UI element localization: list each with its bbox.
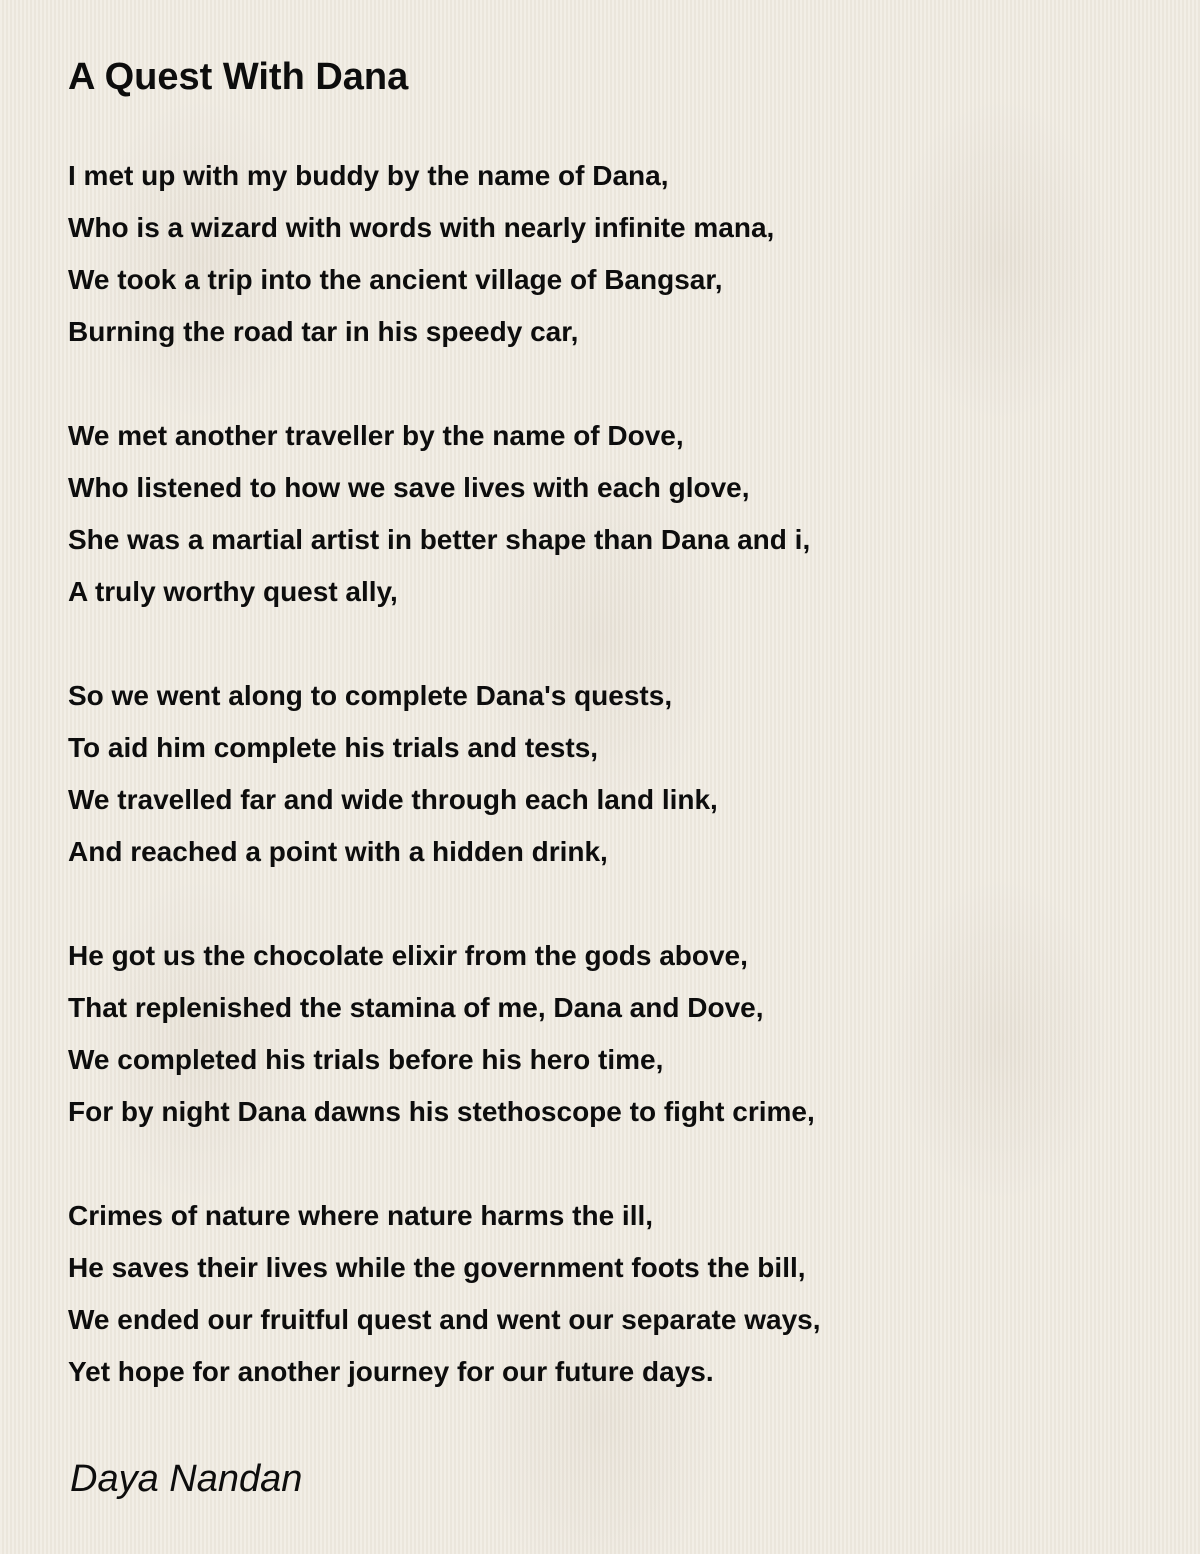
poem-line: We ended our fruitful quest and went our separate ways, [68,1304,821,1335]
poem-line: For by night Dana dawns his stethoscope to fight crime, [68,1096,815,1127]
poem-line: We met another traveller by the name of Dove, [68,420,684,451]
stanza-3 [68,670,1148,878]
poem-author: Daya Nandan [70,1458,303,1500]
poem-line: He saves their lives while the government foots the bill, [68,1252,806,1283]
poem-line: That replenished the stamina of me, Dana and Dove, [68,992,764,1023]
poem-line: And reached a point with a hidden drink, [68,836,608,867]
poem-line: Who is a wizard with words with nearly infinite mana, [68,212,775,243]
stanza-4 [68,930,1148,1138]
stanza-2 [68,410,1148,618]
poem-line: Crimes of nature where nature harms the ill, [68,1200,654,1231]
poem-line: We completed his trials before his hero time, [68,1044,664,1075]
poem-line: I met up with my buddy by the name of Dana, [68,160,669,191]
poem-line: Burning the road tar in his speedy car, [68,316,579,347]
poem-line: Who listened to how we save lives with each glove, [68,472,750,503]
poem-line: We took a trip into the ancient village of Bangsar, [68,264,723,295]
poem-line: To aid him complete his trials and tests, [68,732,599,763]
poem-line: We travelled far and wide through each land link, [68,784,718,815]
poem-body [68,150,1148,1450]
poem-line: A truly worthy quest ally, [68,576,398,607]
poem-line: So we went along to complete Dana's quests, [68,680,673,711]
stanza-5 [68,1190,1148,1398]
poem-line: He got us the chocolate elixir from the gods above, [68,940,748,971]
stanza-1 [68,150,1148,358]
poem-line: She was a martial artist in better shape than Dana and i, [68,524,811,555]
poem-title: A Quest With Dana [68,56,409,98]
poem-line: Yet hope for another journey for our future days. [68,1356,714,1387]
